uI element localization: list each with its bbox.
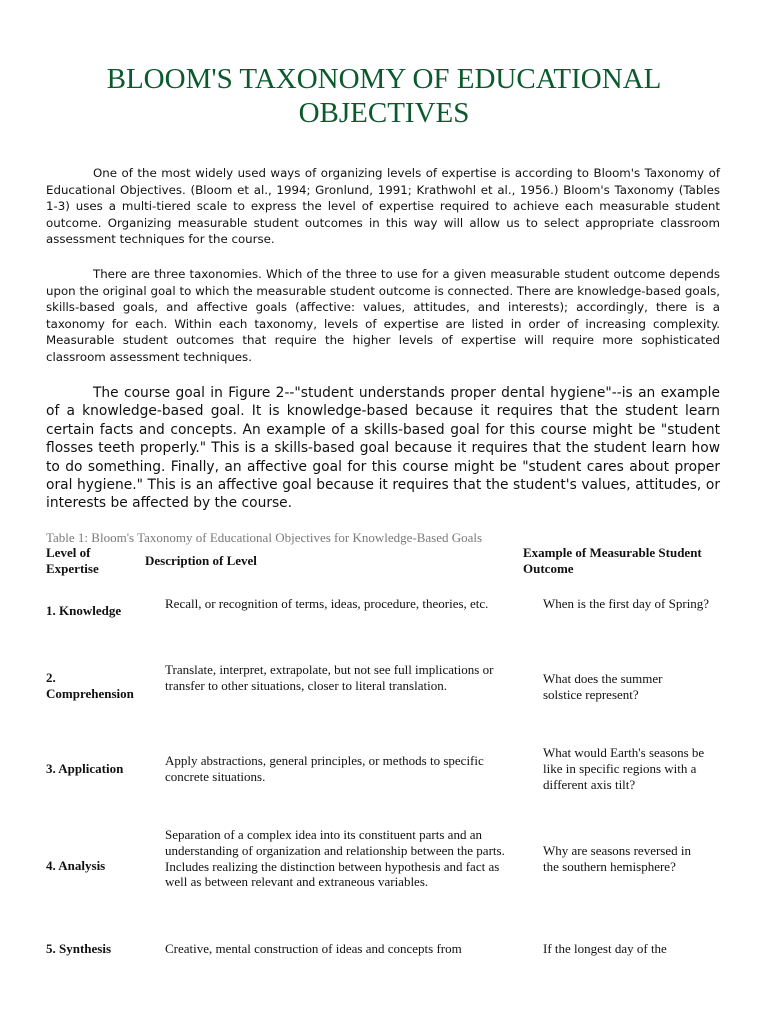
row-example: What would Earth's seasons be like in specific regions with a different axis tilt?	[543, 745, 705, 792]
header-description: Description of Level	[145, 553, 257, 568]
intro-paragraph	[46, 165, 720, 248]
row-level: 5. Synthesis	[46, 941, 112, 956]
course-goal-paragraph-text: The course goal in Figure 2--"student understands proper dental hygiene"--is an example of a knowledge-based goal. It is knowledge-based because it requires that the student learn certain facts and concepts. An example of a skills-based goal for this course might be "student flosses teeth properly." This is a skills-based goal because it requires that the student learn how to do something. Finally, an affective goal for this course might be "student cares about proper oral hygiene." This is an affective goal because it requires that the student's values, attitudes, or interests be affected by the course.	[46, 385, 720, 512]
intro-paragraph-text: One of the most widely used ways of organizing levels of expertise is according to Bloom's Taxonomy of Educational Objectives. (Bloom et al., 1994; Gronlund, 1991; Krathwohl et al., 1956.) Bloom's Taxonomy (Tables 1-3) uses a multi-tiered scale to express the level of expertise required to achieve each measurable student outcome. Organizing measurable student outcomes in this way will allow us to select appropriate classroom assessment techniques for the course.	[46, 166, 720, 247]
row-level: 1. Knowledge	[46, 603, 122, 618]
header-level: Level of Expertise	[46, 545, 99, 576]
row-level: 4. Analysis	[46, 858, 106, 873]
row-description: Separation of a complex idea into its constituent parts and an understanding of organization and relationship between the parts. Includes realizing the distinction between hypothesis and fact as well as between relevant and extraneous variables.	[165, 827, 505, 890]
row-description: Creative, mental construction of ideas and concepts from	[165, 941, 462, 956]
row-example: If the longest day of the	[543, 941, 667, 956]
header-example: Example of Measurable Student Outcome	[523, 545, 702, 576]
row-example: When is the first day of Spring?	[543, 596, 710, 611]
course-goal-paragraph	[46, 384, 720, 513]
row-level: 3. Application	[46, 761, 124, 776]
row-description: Translate, interpret, extrapolate, but not see full implications or transfer to other situations, closer to literal translation.	[165, 662, 494, 693]
table-caption: Table 1: Bloom's Taxonomy of Educational Objectives for Knowledge-Based Goals	[46, 530, 483, 545]
row-example: Why are seasons reversed in the southern hemisphere?	[543, 843, 691, 874]
row-example: What does the summer solstice represent?	[543, 671, 663, 702]
taxonomies-paragraph-text: There are three taxonomies. Which of the three to use for a given measurable student outcome depends upon the original goal to which the measurable student outcome is connected. There are knowledge-based goals, skills-based goals, and affective goals (affective: values, attitudes, and interests); accordingly, there is a taxonomy for each. Within each taxonomy, levels of expertise are listed in order of increasing complexity. Measurable student outcomes that require the higher levels of expertise will require more sophisticated classroom assessment techniques.	[46, 267, 720, 364]
page-title: BLOOM'S TAXONOMY OF EDUCATIONAL OBJECTIVES	[106, 63, 662, 129]
row-level: 2. Comprehension	[46, 670, 134, 701]
row-description: Apply abstractions, general principles, or methods to specific concrete situations.	[165, 753, 484, 784]
taxonomies-paragraph	[46, 266, 720, 366]
row-description: Recall, or recognition of terms, ideas, procedure, theories, etc.	[165, 596, 489, 611]
